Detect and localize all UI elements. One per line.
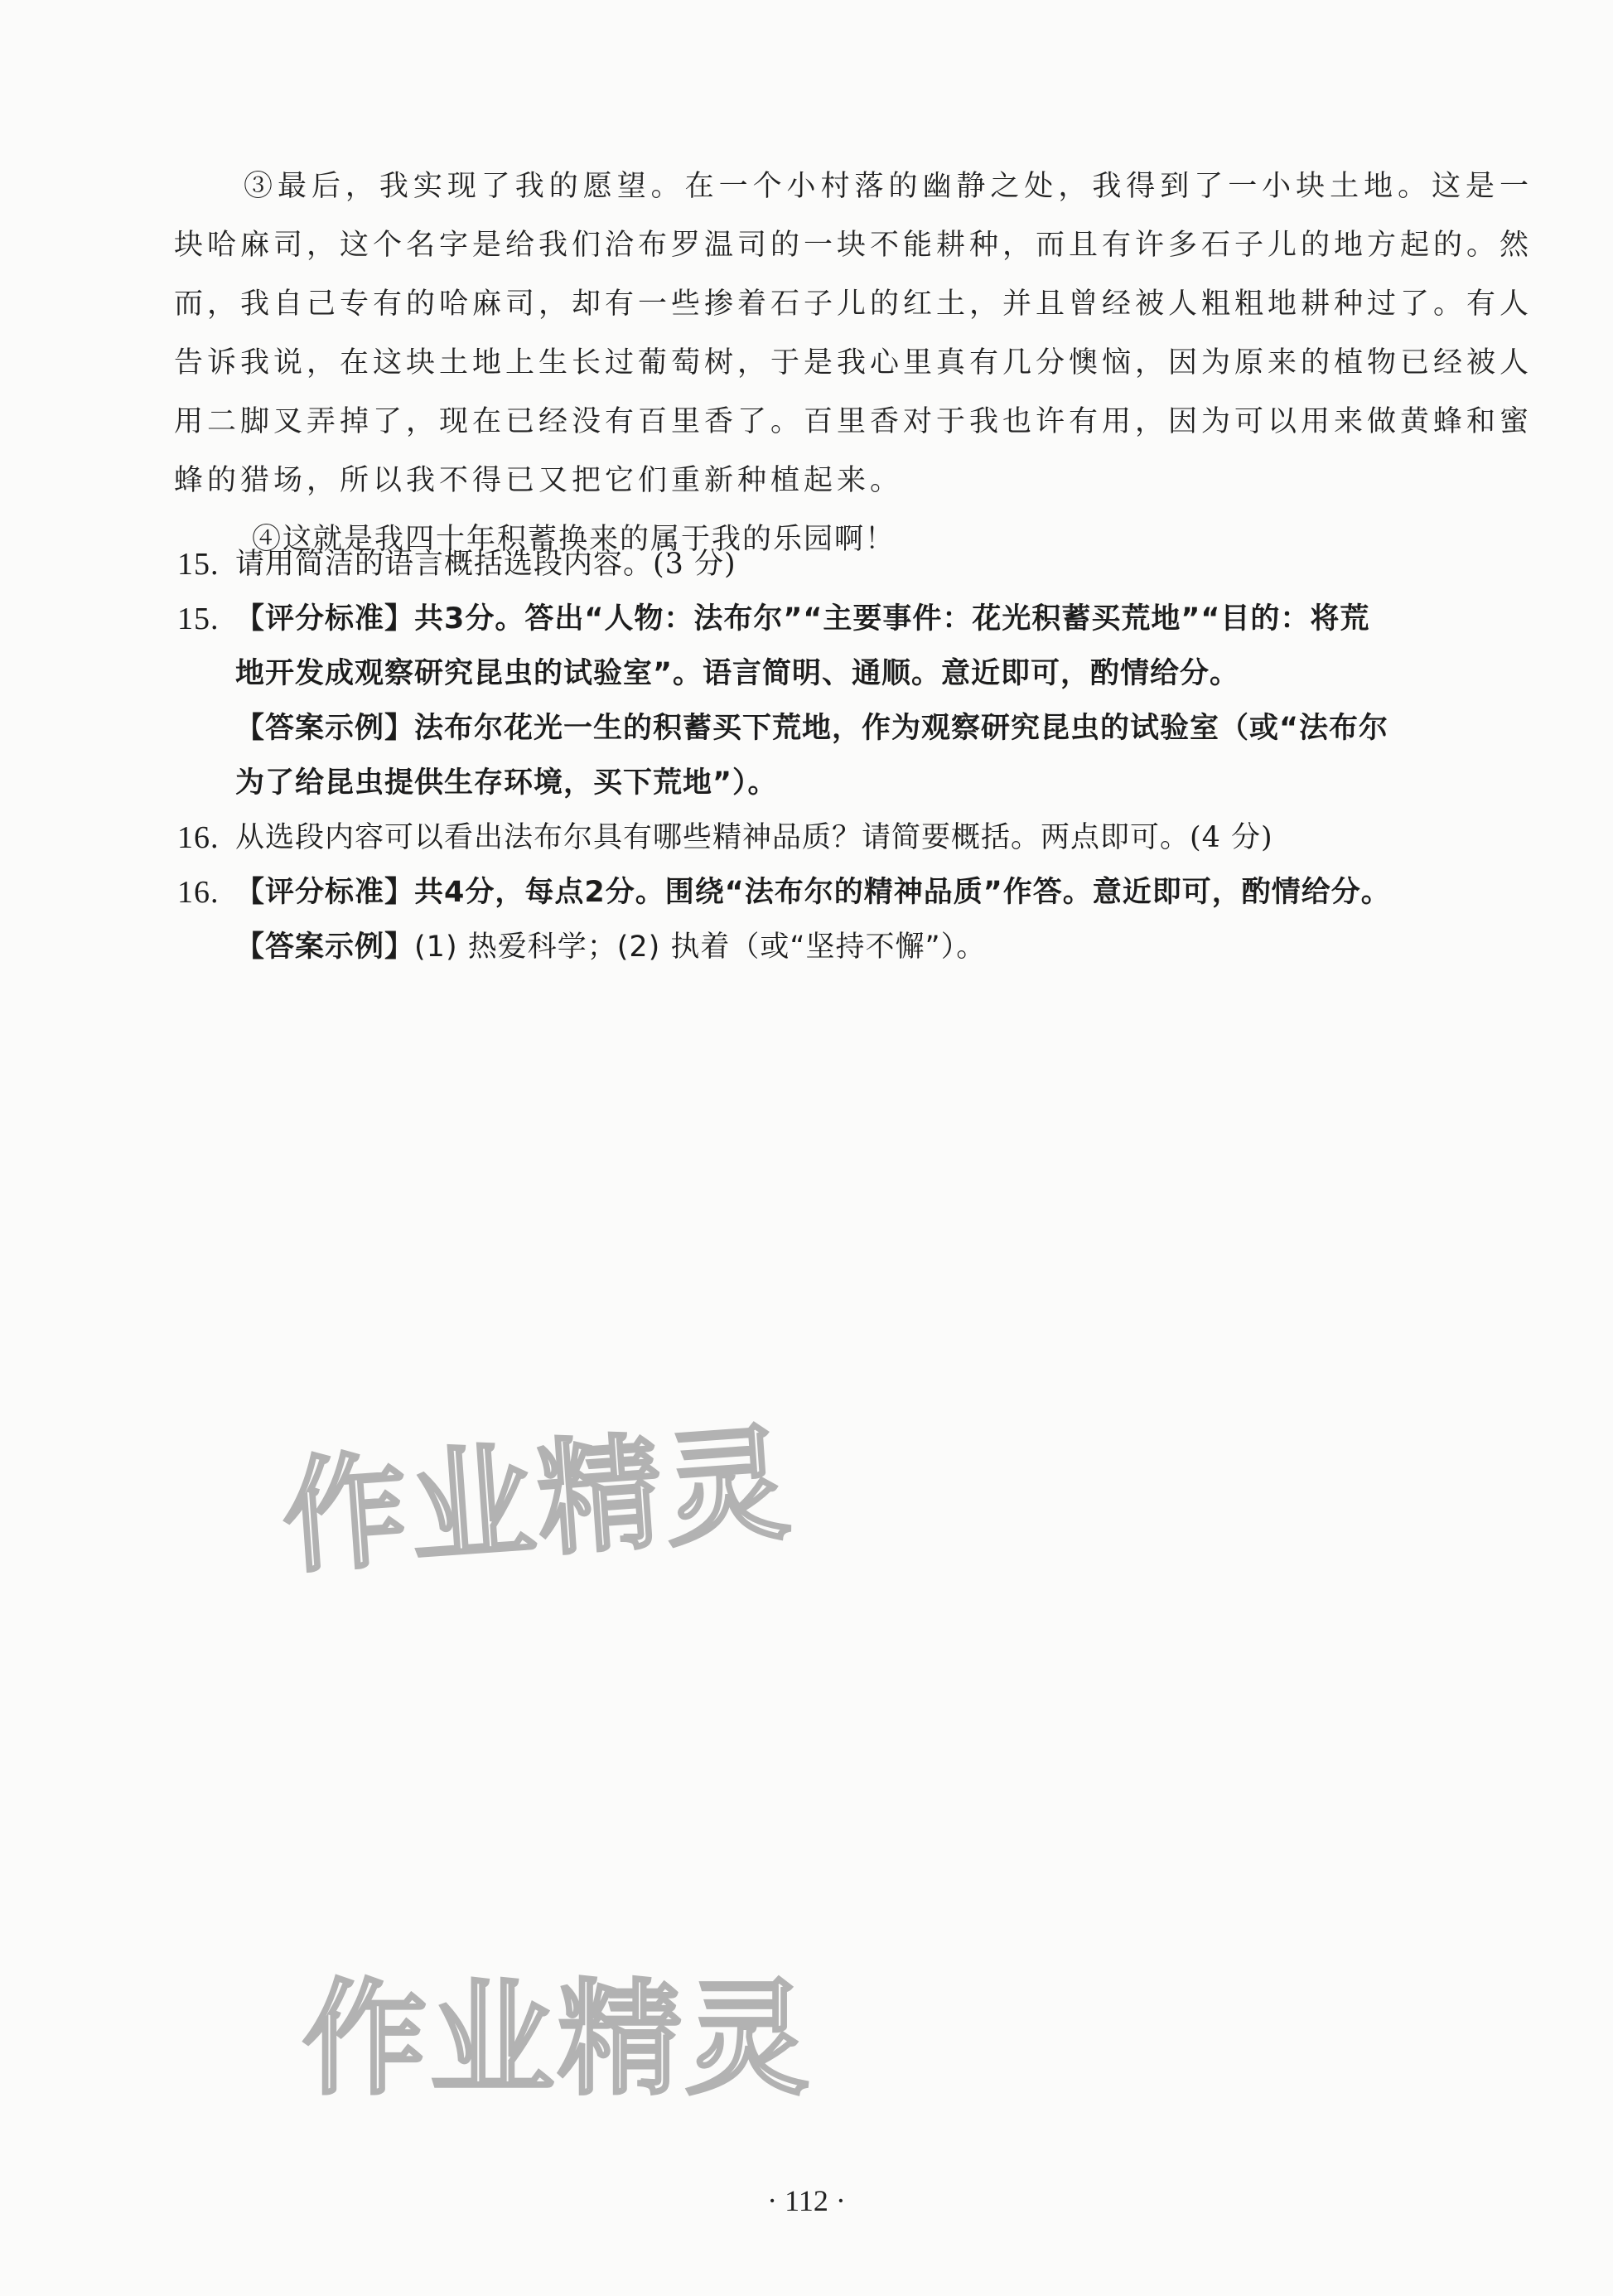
question-15-block (177, 537, 1536, 810)
criteria-label: 【评分标准】 (235, 602, 415, 636)
question-text: 从选段内容可以看出法布尔具有哪些精神品质？请简要概括。两点即可。(4 分) (235, 821, 1273, 854)
answer-16-criteria (177, 865, 1536, 920)
criteria-text: 共4分，每点2分。围绕“法布尔的精神品质”作答。意近即可，酌情给分。 (414, 876, 1391, 909)
page-number: · 112 · (767, 2184, 846, 2217)
answer-15-criteria (177, 592, 1536, 646)
watermark-logo: 作业精灵 (278, 1411, 798, 1592)
watermark-logo: 作业精灵 (302, 1968, 814, 2112)
example-text: 法布尔花光一生的积蓄买下荒地，作为观察研究昆虫的试验室（或“法布尔 (414, 712, 1389, 745)
reading-passage (174, 157, 1533, 569)
question-16 (177, 810, 1536, 865)
example-text: (1) 热爱科学；(2) 执着（或“坚持不懈”）。 (414, 930, 987, 964)
criteria-text: 共3分。答出“人物：法布尔”“主要事件：花光积蓄买荒地”“目的：将荒 (414, 602, 1370, 636)
question-16-block (177, 810, 1536, 974)
passage-paragraph-3: ③最后，我实现了我的愿望。在一个小村落的幽静之处，我得到了一小块土地。这是一块哈麻司，这个名字是给我们洽布罗温司的一块不能耕种，而且有许多石子儿的地方起的。然而，我自己专有的哈麻司，却有一些掺着石子儿的红土，并且曾经被人粗粗地耕种过了。有人告诉我说，在这块土地上生长过葡萄树，于是我心里真有几分懊恼，因为原来的植物已经被人用二脚叉弄掉了，现在已经没有百里香了。百里香对于我也许有用，因为可以用来做黄蜂和蜜蜂的猎场，所以我不得已又把它们重新种植起来。 (174, 170, 1533, 497)
question-number: 15. (177, 547, 220, 582)
answer-16-example (177, 920, 1536, 974)
answer-number: 16. (177, 875, 220, 910)
criteria-text-continued: 地开发成观察研究昆虫的试验室”。语言简明、通顺。意近即可，酌情给分。 (235, 657, 1240, 690)
question-number: 16. (177, 820, 220, 855)
question-15 (177, 537, 1536, 592)
example-label: 【答案示例】 (235, 930, 415, 964)
criteria-label: 【评分标准】 (235, 876, 415, 909)
answer-number: 15. (177, 602, 220, 636)
example-text-continued: 为了给昆虫提供生存环境，买下荒地”）。 (235, 766, 778, 800)
answer-15-example (177, 701, 1536, 756)
question-text: 请用简洁的语言概括选段内容。(3 分) (235, 548, 736, 581)
passage-paragraph-4: ④这就是我四十年积蓄换来的属于我的乐园啊！ (252, 523, 896, 556)
example-label: 【答案示例】 (235, 712, 415, 745)
